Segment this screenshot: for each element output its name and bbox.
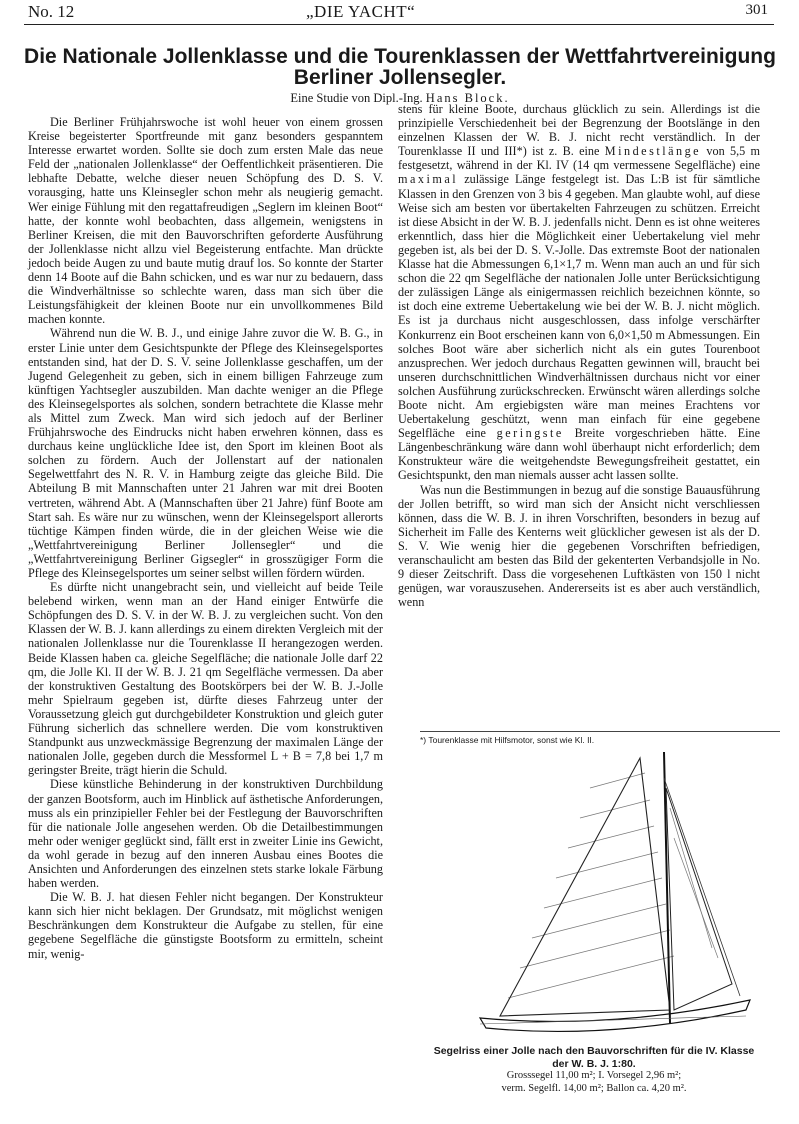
byline-author: Hans Block. — [425, 91, 510, 105]
column-left — [28, 115, 383, 961]
foresail-outline — [666, 788, 732, 1010]
byline-prefix: Eine Studie von Dipl.-Ing. — [290, 91, 423, 105]
footnote: *) Tourenklasse mit Hilfsmotor, sonst wie Kl. II. — [420, 731, 780, 745]
text-run: von 5,5 m festgesetzt, während in der Kl. IV (14 qm vermessene Segelfläche) eine — [398, 144, 761, 173]
sail-plan-figure — [440, 748, 770, 1038]
journal-name: „DIE YACHT“ — [306, 2, 416, 21]
text-run: stens für kleine Boote, durchaus glücklich zu sein. Allerdings ist die prinzipielle Verschiedenheit bei der Begrenzung der Bootslänge in den einzelnen Klassen der W. B. J. nicht recht verständlich. In der Tourenklasse II und III*) ist z. B. eine — [398, 102, 760, 159]
article-title-line1: Die Nationale Jollenklasse und die Tourenklassen der Wettfahrtvereinigung — [24, 45, 776, 68]
paragraph: Es dürfte nicht unangebracht sein, und vielleicht auf beide Teile belebend wirken, wenn man an der Hand einiger Entwürfe die Schöpfungen des D. S. V. in der W. B. J. zu vergleichen sucht. Von den Klassen der W. B. J. kann allerdings zu einem direkten Vergleich mit der nationalen Jollenklasse nur die Tourenklasse II herangezogen werden. Beide Klassen haben ca. gleiche Segelfläche; die nationale Jolle darf 22 qm, die Jolle Kl. II der W. B. J. 21 qm Segelfläche vermessen. Da aber der konstruktiven Gestaltung des Bootskörpers bei der W. B. J.-Jolle mehr Spielraum gegeben ist, dürfte dieses Fahrzeug unter der Voraussetzung gleich gut durchgebildeter Konstruktion und gleich guter Führung sicherlich das schnellere werden. Die vom konstruktiven Standpunkt aus unzweckmässige Begrenzung der maximalen Länge der nationalen Jolle, gegeben durch die Messformel L + B = 7,8 bei 1,7 m geringster Breite, trägt hierin die Schuld. — [28, 580, 383, 778]
paragraph: Während nun die W. B. J., und einige Jahre zuvor die W. B. G., in erster Linie unter dem Gesichtspunkte der Pflege des Kleinsegelsportes entstanden sind, hat der D. S. V. seine Jollenklasse geschaffen, um der Jugend Gelegenheit zu geben, sich in einem billigen Fahrzeuge zum künftigen Yachtsegler auszubilden. Man dachte weniger an die Pflege des Kleinsegelsportes als solchen, sondern betrachtete die Klasse mehr als Mittel zum Zweck. Man wird sich jedoch auf der Berliner Frühjahrswoche des Eindrucks nicht haben erwehren können, dass es durchaus keine unglückliche Idee ist, den Sport im kleinen Boot als solchen zu fördern. Auch der Jollenstart auf der nationalen Segelwettfahrt des N. R. V. in Hamburg zeigte das gleiche Bild. Die Abteilung B mit Mannschaften unter 21 Jahren war mit drei Booten vertreten, während Abt. A (Mannschaften über 21 Jahre) fünf Boote am Start sah. Es wäre nur zu wünschen, wenn der Kleinsegelsport allerorts tüchtige Kämpen finden würde, die in der gleichen Weise wie die „Wettfahrtvereinigung Berliner Jollensegler“ und die „Wettfahrtvereinigung Berliner Gigsegler“ in grosszügiger Form die Pflege des Kleinsegelsportes um seiner selbst willen fördern würden. — [28, 326, 383, 580]
waterline — [480, 1016, 746, 1024]
caption-line: verm. Segelfl. 14,00 m²; Ballon ca. 4,20 m². — [501, 1082, 687, 1094]
header-rule — [24, 24, 774, 25]
column-right — [398, 102, 760, 609]
emphasis-spaced: geringste — [496, 426, 564, 441]
paragraph: Was nun die Bestimmungen in bezug auf die sonstige Bauausführung der Jollen betrifft, so wird man sich der Ansicht nicht verschliessen können, dass die W. B. J. in ihren Vorschriften, besonders in bezug auf Sicherheit im Falle des Kenterns weit glücklicher gewesen ist als der D. S. V. Wie wenig hier die gegebenen Vorschriften befriedigen, veranschaulicht am besten das Bild der gekenterten Verbandsjolle in No. 9 dieser Zeitschrift. Dass die vorgesehenen Luftkästen von 150 l nicht genügen, war vorauszusehen. Andererseits ist es aber auch verständlich, wenn — [398, 482, 760, 610]
issue-number: No. 12 — [28, 2, 75, 21]
paragraph: Die W. B. J. hat diesen Fehler nicht begangen. Der Konstrukteur kann sich hier nicht beklagen. Der Grundsatz, mit möglichst wenigen Beschränkungen dem Konstrukteur die Aufgabe zu stellen, für eine gegebene Segelfläche die günstigste Bootsform zu ermitteln, scheint mir, wenig- — [28, 890, 383, 961]
caption-line: der W. B. J. 1:80. — [552, 1057, 636, 1070]
emphasis-spaced: maximal — [398, 172, 459, 187]
text-run: zulässige Länge festgelegt ist. Das L:B ist für sämtliche Klassen in den Grenzen von 3 bis 4 gegeben. Man glaubte wohl, auf diese Weise sich am besten vor übertakelten Fahrzeugen zu schützen. Erreicht ist diese Absicht in der W. B. J. jedenfalls nicht. Denn es ist ohne weiteres erkenntlich, dass hier die Möglichkeit einer Uebertakelung viel mehr gegeben ist, als bei der D. S. V.-Jolle. Das extremste Boot der nationalen Klasse hat die Abmessungen 6,1×1,7 m. Wenn man auch an und für sich schon die 22 qm Segelfläche der nationalen Jolle unter Berücksichtigung der zulässigen Länge als einigermassen reichlich bezeichnen könnte, so ist doch eine extreme Uebertakelung wie bei der W. B. J. nicht möglich. Es ist ja durchaus nicht ausgeschlossen, dass infolge verschärfter Konkurrenz ein Boot erscheinen kann von 6,0×1,50 m Abmessungen. Ein solches Boot wäre aber sicherlich nicht als ein gutes Tourenboot anzusprechen. Wer jedoch durchaus Regatten gewinnen will, braucht bei unseren durchschnittlichen Windverhältnissen durchaus nicht vor einer solchen Ausführung zurückschrecken. Erwünscht wären allerdings solche Boote nicht. Am ergiebigsten wäre man meines Erachtens vor Uebertakelung geschützt, wenn man einfach für eine gegebene Segelfläche eine — [398, 172, 761, 441]
caption-line: Segelriss einer Jolle nach den Bauvorschriften für die IV. Klasse — [433, 1045, 755, 1057]
paragraph: Diese künstliche Behinderung in der konstruktiven Durchbildung der ganzen Bootsform, auch im Hinblick auf ästhetische Anforderungen, muss als ein prinzipieller Fehler bei der Festlegung der Bauvorschriften für die nationale Jolle angesehen werden. Ob die Detailbestimmungen mehr oder weniger geglückt sind, fällt erst in zweiter Linie ins Gewicht, da wohl gerade in bezug auf den inneren Ausbau eines Bootes die Ansichten und Anforderungen des einzelnen stets starke lokale Färbung haben werden. — [28, 777, 383, 891]
page-number: 301 — [745, 2, 768, 18]
text-run: Breite vorgeschrieben hätte. Eine Längenbeschränkung wäre dann wohl überhaupt nicht erforderlich; dem Konstrukteur wäre die weitgehendste Bewegungsfreiheit gestattet, ein Gesichtspunkt, den man niemals ausser acht lassen sollte. — [398, 426, 760, 483]
running-header — [28, 0, 768, 24]
article-title — [20, 46, 780, 88]
paragraph: Die Berliner Frühjahrswoche ist wohl heuer von einem grossen Kreise begeisterter Sportfreunde mit ganz besonders gespanntem Interesse erwartet worden. Sollte sie doch zum ersten Male das neue Feld der „nationalen Jollenklasse“ der Oeffentlichkeit präsentieren. Die lebhafte Debatte, welche dieser neuen Schöpfung des D. S. V. vorausging, hatte uns Kleinsegler schon mehr als neugierig gemacht. Wer einige Fühlung mit den regattafreudigen „Seglern im kleinen Boot“ hatte, der konnte wohl beobachten, dass allgemein, wenigstens in Berliner Kreisen, die mit den Bauvorschriften geforderte Ausführung der Jollenklasse nicht allzu viel Begeisterung entfachte. Man drückte jedoch beide Augen zu und baute mutig drauf los. So konnte der Starter denn 14 Boote auf die Bahn schicken, und es war nur zu bedauern, dass die Windverhältnisse so schlechte waren, dass man sich über die Leistungsfähigkeit der kleinen Boote nur ein unvollkommenes Bild machen konnte. — [28, 115, 383, 327]
forestay — [664, 778, 740, 996]
emphasis-spaced: Mindestlänge — [604, 144, 702, 159]
figure-caption — [408, 1045, 780, 1095]
paragraph — [398, 102, 760, 483]
mainsail-outline — [500, 758, 670, 1016]
article-title-line2: Berliner Jollensegler. — [293, 66, 507, 89]
caption-line: Grosssegel 11,00 m²; I. Vorsegel 2,96 m²; — [506, 1070, 682, 1081]
